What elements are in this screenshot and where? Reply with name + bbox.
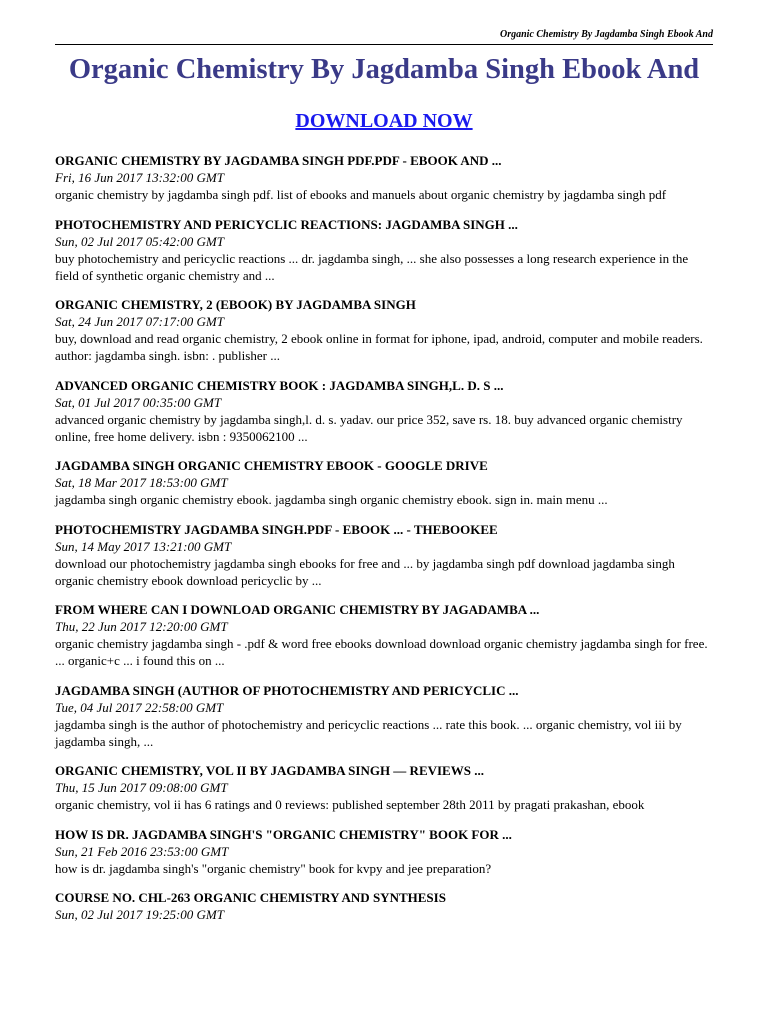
entry-date: Sat, 24 Jun 2017 07:17:00 GMT [55,314,224,329]
entry-date: Thu, 15 Jun 2017 09:08:00 GMT [55,780,228,795]
header-rule [55,44,713,45]
list-item [55,522,715,589]
entry-title[interactable]: JAGDAMBA SINGH ORGANIC CHEMISTRY EBOOK - GOOGLE DRIVE [55,458,488,473]
list-item [55,602,715,669]
list-item [55,827,715,877]
list-item [55,153,715,203]
entry-snippet: organic chemistry by jagdamba singh pdf. list of ebooks and manuels about organic chemistry by jagdamba singh pdf [55,187,667,202]
entry-title[interactable]: FROM WHERE CAN I DOWNLOAD ORGANIC CHEMISTRY BY JAGADAMBA ... [55,602,540,617]
entry-snippet: organic chemistry jagdamba singh - .pdf & word free ebooks download download organic chemistry jagdamba singh for free. ... organic+c ... i found this on ... [55,636,708,668]
list-item [55,217,715,284]
entry-snippet: buy photochemistry and pericyclic reactions ... dr. jagdamba singh, ... she also possesses a long research experience in the field of synthetic organic chemistry and ... [55,250,689,283]
entry-snippet: buy, download and read organic chemistry, 2 ebook online in format for iphone, ipad, android, computer and mobile readers. author: jagdamba singh. isbn: . publisher ... [55,331,703,363]
entry-date: Fri, 16 Jun 2017 13:32:00 GMT [55,170,224,185]
entry-title[interactable]: HOW IS DR. JAGDAMBA SINGH'S "ORGANIC CHEMISTRY" BOOK FOR ... [55,826,512,842]
download-now-link[interactable]: DOWNLOAD NOW [295,110,473,132]
entry-date: Sun, 02 Jul 2017 19:25:00 GMT [55,907,224,922]
list-item [55,297,715,364]
running-header: Organic Chemistry By Jagdamba Singh Ebook And [500,29,713,40]
list-item [55,890,715,923]
list-item [55,763,715,813]
entry-title[interactable]: PHOTOCHEMISTRY JAGDAMBA SINGH.PDF - EBOOK ... - THEBOOKEE [55,521,498,537]
results-list [55,153,715,937]
entry-date: Tue, 04 Jul 2017 22:58:00 GMT [55,699,224,715]
entry-date: Thu, 22 Jun 2017 12:20:00 GMT [55,619,228,634]
page-title: Organic Chemistry By Jagdamba Singh Ebook And [68,54,700,85]
entry-date: Sat, 18 Mar 2017 18:53:00 GMT [55,475,228,490]
list-item [55,683,715,750]
entry-snippet: advanced organic chemistry by jagdamba singh,l. d. s. yadav. our price 352, save rs. 18. buy advanced organic chemistry online, free home delivery. isbn : 9350062100 ... [55,411,683,444]
entry-title[interactable]: ORGANIC CHEMISTRY, 2 (EBOOK) BY JAGDAMBA SINGH [55,297,416,312]
entry-title[interactable]: PHOTOCHEMISTRY AND PERICYCLIC REACTIONS: JAGDAMBA SINGH ... [55,216,518,232]
entry-date: Sun, 14 May 2017 13:21:00 GMT [55,538,232,554]
entry-title[interactable]: COURSE NO. CHL-263 ORGANIC CHEMISTRY AND SYNTHESIS [55,890,446,905]
entry-snippet: organic chemistry, vol ii has 6 ratings and 0 reviews: published september 28th 2011 by pragati prakashan, ebook [55,797,645,812]
entry-snippet: how is dr. jagdamba singh's "organic chemistry" book for kvpy and jee preparation? [55,860,492,876]
entry-date: Sat, 01 Jul 2017 00:35:00 GMT [55,394,222,410]
list-item [55,378,715,445]
entry-title[interactable]: ADVANCED ORGANIC CHEMISTRY BOOK : JAGDAMBA SINGH,L. D. S ... [55,377,504,393]
entry-date: Sun, 21 Feb 2016 23:53:00 GMT [55,843,229,859]
entry-snippet: jagdamba singh organic chemistry ebook. jagdamba singh organic chemistry ebook. sign in. main menu ... [55,492,608,507]
entry-title[interactable]: JAGDAMBA SINGH (AUTHOR OF PHOTOCHEMISTRY AND PERICYCLIC ... [55,682,519,698]
entry-date: Sun, 02 Jul 2017 05:42:00 GMT [55,233,224,249]
list-item [55,458,715,508]
entry-title[interactable]: ORGANIC CHEMISTRY BY JAGDAMBA SINGH PDF.PDF - EBOOK AND ... [55,153,502,168]
entry-title[interactable]: ORGANIC CHEMISTRY, VOL II BY JAGDAMBA SINGH — REVIEWS ... [55,763,484,778]
entry-snippet: download our photochemistry jagdamba singh ebooks for free and ... by jagdamba singh pdf download jagdamba singh organic chemistry ebook download pericyclic by ... [55,555,675,588]
entry-snippet: jagdamba singh is the author of photochemistry and pericyclic reactions ... rate this book. ... organic chemistry, vol iii by jagdamba singh, ... [55,716,682,749]
